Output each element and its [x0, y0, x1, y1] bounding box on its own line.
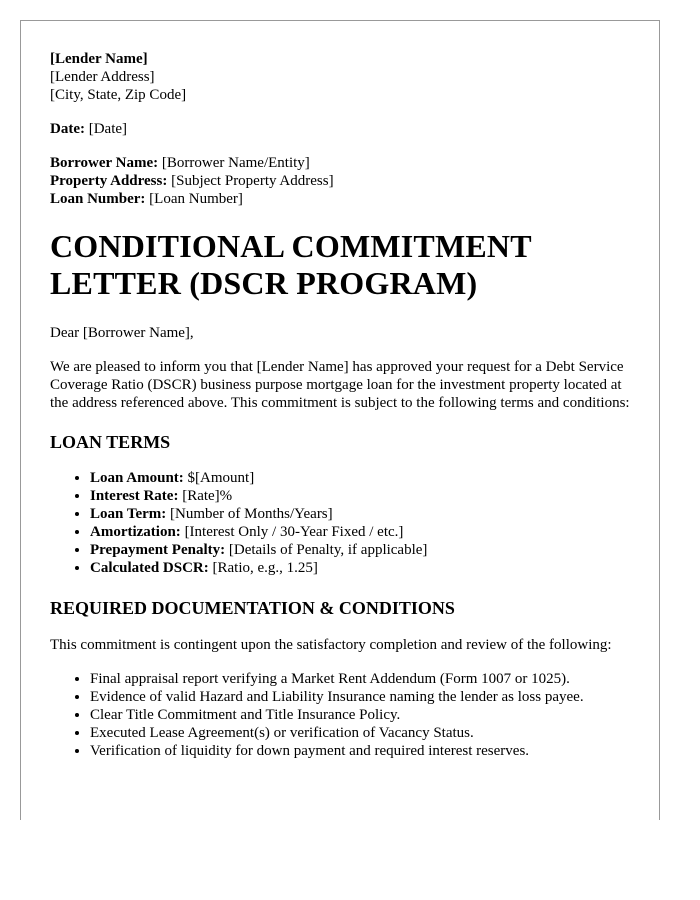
- list-item: • Interest Rate: [Rate]%: [90, 487, 640, 505]
- letter-content: [50, 50, 640, 760]
- conditions-heading: REQUIRED DOCUMENTATION & CONDITIONS: [50, 598, 455, 618]
- list-item: • Evidence of valid Hazard and Liability Insurance naming the lender as loss payee.: [90, 688, 640, 706]
- letter-title: CONDITIONAL COMMITMENT LETTER (DSCR PROGRAM): [50, 228, 532, 301]
- borrower-name-value: [Borrower Name/Entity]: [161, 155, 310, 171]
- borrower-info: [50, 154, 640, 208]
- date-label: Date:: [50, 121, 85, 137]
- lender-city-state-zip: [City, State, Zip Code]: [50, 87, 187, 103]
- list-item: • Final appraisal report verifying a Market Rent Addendum (Form 1007 or 1025).: [90, 670, 640, 688]
- conditions-list: [50, 670, 640, 760]
- conditions-intro: This commitment is contingent upon the satisfactory completion and review of the following:: [50, 637, 612, 653]
- salutation: Dear [Borrower Name],: [50, 325, 194, 341]
- intro-paragraph: We are pleased to inform you that [Lender Name] has approved your request for a Debt Service Coverage Ratio (DSCR) business purpose mortgage loan for the investment property located at the address referenced above. This commitment is subject to the following terms and conditions:: [50, 359, 630, 411]
- property-address-label: Property Address:: [50, 173, 168, 189]
- lender-name: [Lender Name]: [50, 51, 148, 67]
- lender-address: [Lender Address]: [50, 69, 155, 85]
- list-item: • Loan Term: [Number of Months/Years]: [90, 505, 640, 523]
- list-item: • Amortization: [Interest Only / 30-Year Fixed / etc.]: [90, 523, 640, 541]
- lender-header: [50, 50, 640, 104]
- property-address-value: [Subject Property Address]: [171, 173, 334, 189]
- loan-number-line: [50, 190, 640, 208]
- list-item: • Calculated DSCR: [Ratio, e.g., 1.25]: [90, 559, 640, 577]
- property-address-line: [50, 172, 640, 190]
- date-value: [Date]: [88, 121, 128, 137]
- loan-terms-heading: LOAN TERMS: [50, 432, 171, 452]
- list-item: • Verification of liquidity for down payment and required interest reserves.: [90, 742, 640, 760]
- loan-number-value: [Loan Number]: [149, 191, 243, 207]
- letter-page: [20, 20, 660, 820]
- list-item: • Loan Amount: $[Amount]: [90, 469, 640, 487]
- loan-number-label: Loan Number:: [50, 191, 146, 207]
- list-item: • Clear Title Commitment and Title Insurance Policy.: [90, 706, 640, 724]
- list-item: • Executed Lease Agreement(s) or verification of Vacancy Status.: [90, 724, 640, 742]
- date-line: [50, 120, 640, 138]
- borrower-name-line: [50, 154, 640, 172]
- borrower-name-label: Borrower Name:: [50, 155, 159, 171]
- loan-terms-list: [50, 469, 640, 577]
- list-item: • Prepayment Penalty: [Details of Penalty, if applicable]: [90, 541, 640, 559]
